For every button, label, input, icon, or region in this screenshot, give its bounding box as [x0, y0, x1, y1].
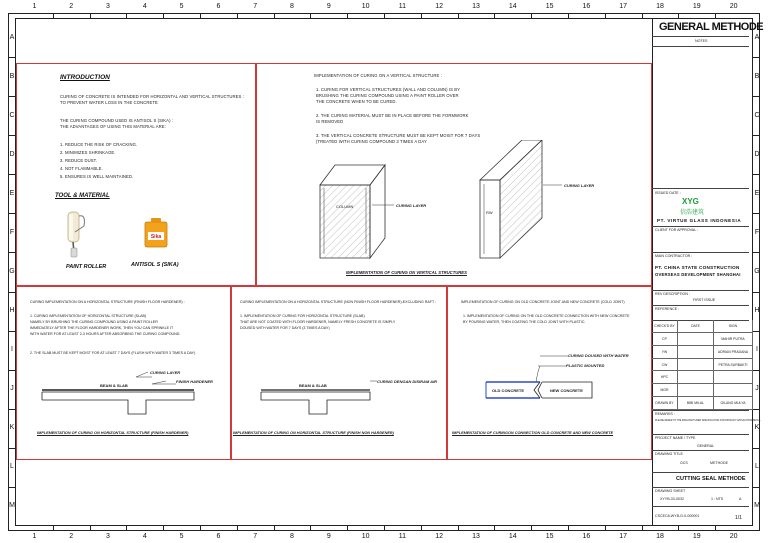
row-label: H — [754, 307, 760, 315]
column-label: 1 — [32, 3, 37, 10]
advantage-item: 4. NOT FLAMMABLE. — [60, 166, 103, 171]
revision-label: REV DESCRIPTION : — [655, 292, 690, 296]
column-label: 5 — [179, 3, 184, 10]
column-label: 6 — [216, 3, 221, 10]
joint-caption: IMPLEMENTATION OF CURINGON CONNECTION OLD CONCRETE AND NEW CONCRETE — [452, 431, 614, 435]
finish-hardener-label: FINISH HARDENER — [176, 379, 213, 384]
sheet-number: XYYB-33-0032 — [660, 497, 684, 501]
grid-cell: HPC — [652, 371, 678, 384]
intro-para2-line1: THE CURING COMPOUND USED IS ANTISOL S (SIKA) : — [60, 118, 174, 123]
grid-cell: PETRA SURBAKTI — [714, 359, 753, 372]
vertical-step1-line3: THE CONCRETE WHEN TO BE CURED. — [316, 99, 397, 104]
curing-layer-label-2: CURING LAYER — [564, 183, 595, 188]
column-label: 2 — [69, 3, 74, 10]
drawing-type-b: METHODE — [710, 461, 728, 465]
company-logo: XYG — [682, 197, 699, 206]
grid-cell: ADRIAN PRADANA — [714, 346, 753, 359]
nonhardener-step1-line2: THAT ARE NOT COATED WITH FLOOR HARDENER, NAMELY FRESH CONCRETE IS SIMPLY — [240, 320, 396, 324]
old-concrete-label: OLD CONCRETE — [492, 388, 524, 393]
joint-step1-line1: 1. IMPLEMENTATION OF CURING ON THE OLD CONCRETE CONNECTION WITH NEW CONCRETE — [463, 314, 630, 318]
row-label: A — [754, 33, 760, 41]
advantage-item: 5. ENSURES IS WELL MAINTAINED. — [60, 174, 134, 179]
nonhardener-step1-line1: 1. IMPLEMENTATION OF CURING FOR HORIZONTAL STRUCTURE (SLAB) — [240, 314, 365, 318]
column-label: 4 — [142, 533, 147, 540]
column-label: 15 — [545, 3, 554, 10]
check-grid — [652, 320, 753, 410]
plastic-label: PLASTIC MOUNTED — [566, 363, 605, 368]
antisol-bucket-image — [143, 218, 169, 248]
column-label: 19 — [692, 533, 701, 540]
column-label: 11 — [398, 533, 407, 540]
new-concrete-label: NEW CONCRETE — [550, 388, 583, 393]
row-label: H — [9, 307, 15, 315]
row-label: B — [754, 72, 760, 80]
column-label: 5 — [179, 533, 184, 540]
remarks-text: PLEASE REFER TO THE MANUFACTURER SPECIFICATION FOR PRODUCT APPLICATION DETAIL — [655, 420, 761, 422]
grid-header-cell: SIGN — [714, 320, 753, 333]
grid-cell — [678, 384, 714, 397]
contractor-label: MAIN CONTRACTOR : — [655, 254, 693, 258]
horizontal-title: CURING IMPLEMENTATION ON A HORIZONTAL STRUCTURE (FINISH FLOOR HARDENER) : — [30, 300, 185, 304]
row-label: C — [9, 111, 15, 119]
column-label: 14 — [508, 3, 517, 10]
row-label: I — [11, 346, 13, 354]
column-label: 17 — [619, 3, 628, 10]
column-label: 10 — [361, 533, 370, 540]
vertical-step3-line1: 3. THE VERTICAL CONCRETE STRUCTURE MUST BE KEPT MOIST FOR 7 DAYS — [316, 133, 481, 138]
vertical-step2-line2: IS REMOVED — [316, 119, 344, 124]
row-label: D — [754, 150, 760, 158]
grid-cell — [714, 371, 753, 384]
advantage-item: 1. REDUCE THE RISK OF CRACKING. — [60, 142, 138, 147]
vertical-caption: IMPLEMENTATION OF CURING ON VERTICAL STRUCTURES — [346, 270, 467, 275]
vertical-step2-line1: 2. THE CURING MATERIAL MUST BE IN PLACE BEFORE THE FORMWORK — [316, 113, 469, 118]
horizontal-step1-line1: 1. CURING IMPLEMENTATION OF HORIZONTAL STRUCTURE (SLAB) — [30, 314, 147, 318]
column-label: 14 — [508, 533, 517, 540]
designer-label: CLIENT FOR APPROVAL : — [655, 228, 699, 232]
row-label: E — [754, 189, 760, 197]
title-block-title: GENERAL METHODE — [659, 21, 764, 33]
curing-layer-label: CURING LAYER — [150, 370, 181, 375]
horizontal-slab-diagram — [36, 366, 226, 421]
contractor-sub: OVERSEAS DEVELOPMENT SHANGHAI — [655, 272, 741, 277]
column-label: 7 — [253, 3, 258, 10]
drawing-type-a: GCS — [680, 461, 688, 465]
advantage-item: 3. REDUCE DUST. — [60, 158, 98, 163]
column-drawing — [320, 165, 394, 258]
column-label: 10 — [361, 3, 370, 10]
column-label: 20 — [729, 533, 738, 540]
wall-drawing — [480, 140, 562, 258]
row-label: L — [10, 463, 14, 471]
grid-cell: MGR — [652, 384, 678, 397]
nonhardener-title: CURING IMPLEMENTATION ON A HORIZONTAL STRUCTURE (NON FINISH FLOOR HARDENER)-EXCLUDING RAFT : — [240, 300, 437, 304]
column-label: 16 — [582, 3, 591, 10]
column-label: 13 — [472, 533, 480, 540]
column-label: 18 — [656, 533, 664, 540]
drawing-title: CUTTING SEAL METHODE — [676, 476, 746, 482]
beam-slab-label: BEAM & SLAB — [100, 383, 128, 388]
intro-para2-line2: THE ADVANTAGES OF USING THIS MATERIAL ARE: — [60, 124, 166, 129]
vertical-step1-line2: BRUSHING THE CURING COMPOUND USING A PAINT ROLLER OVER — [316, 93, 459, 98]
wall-label: RW — [486, 210, 493, 215]
sheet-label: DRAWING SHEET — [655, 489, 686, 493]
column-label: 8 — [290, 3, 294, 10]
row-label: K — [754, 424, 760, 432]
sika-logo-text: Sika — [150, 234, 162, 240]
grid-cell — [714, 384, 753, 397]
grid-cell: BIBI MILAL — [678, 397, 714, 410]
column-label: 6 — [216, 533, 221, 540]
nonhardener-step1-line3: DOUSED WITH WATER FOR 7 DAYS (3 TIMES A DAY) — [240, 326, 330, 330]
grid-cell: DRAWN BY — [652, 397, 678, 410]
vertical-step1-line1: 1. CURING FOR VERTICAL STRUCTURES (WALL AND COLUMN) IS BY — [316, 87, 461, 92]
column-label: 2 — [69, 533, 74, 540]
intro-title: INTRODUCTION — [60, 74, 110, 81]
row-label: G — [9, 268, 15, 275]
column-label: 4 — [142, 3, 147, 10]
horizontal-step2: 2. THE SLAB MUST BE KEPT MOIST FOR AT LEAST 7 DAYS (FLUSH WITH WATER 3 TIMES A DAY) — [30, 351, 196, 355]
page-number: 1/1 — [735, 515, 742, 521]
intro-para1-line2: TO PREVENT WATER LOSS IN THE CONCRETE — [60, 100, 158, 105]
row-label: J — [10, 385, 14, 393]
revision-value: FIRST ISSUE — [693, 298, 716, 302]
row-label: D — [9, 150, 15, 158]
row-label: M — [9, 502, 15, 510]
project-value: GENERAL — [697, 444, 715, 448]
grid-cell — [678, 346, 714, 359]
grid-header-cell: DATE — [678, 320, 714, 333]
grid-cell: CW — [652, 359, 678, 372]
grid-cell: MAHIR PUTRA — [714, 333, 753, 346]
grid-cell — [678, 333, 714, 346]
project-label: PROJECT NAME / TYPE — [655, 436, 696, 440]
column-label: COLUMN — [336, 204, 354, 209]
grid-cell — [678, 359, 714, 372]
nonhardener-slab-diagram — [255, 366, 445, 421]
column-label: 11 — [398, 3, 407, 10]
remarks-label: REMARKS : — [655, 412, 675, 416]
joint-title: IMPLEMENTATION OF CURING ON OLD CONCRETE JOINT AND NEW CONCRETE (COLD JOINT) — [461, 300, 625, 304]
vertical-structure-diagram — [300, 140, 620, 265]
notes-label: NOTES — [695, 39, 708, 43]
grid-cell — [678, 371, 714, 384]
curing-layer-label-1: CURING LAYER — [396, 203, 427, 208]
column-label: 9 — [326, 533, 331, 540]
reference-label: REFERENCE : — [655, 307, 680, 311]
row-label: B — [9, 72, 15, 80]
grid-cell: YW — [652, 346, 678, 359]
horizontal-step1-line4: WITH WATER FOR AT LEAST 2-3 HOURS AFTER ABSORBING THE CURING COMPOUND. — [30, 332, 181, 336]
nonhardener-caption: IMPLEMENTATION OF CURING ON HORIZONTAL STRUCTURE (FINISH NON HARDENER) — [233, 431, 394, 435]
column-label: 12 — [435, 3, 444, 10]
tool-title: TOOL & MATERIAL — [55, 193, 110, 199]
row-label: M — [754, 502, 760, 510]
row-label: F — [9, 228, 15, 236]
scale: 1 : NTS — [711, 497, 724, 501]
owner-label: ISSUED DATE : — [655, 191, 681, 195]
column-label: 7 — [253, 533, 258, 540]
paint-roller-image — [60, 208, 100, 258]
document-code: CSCEC8-WYB-G-0-000001 — [655, 514, 700, 518]
row-label: L — [755, 463, 759, 471]
column-label: 18 — [656, 3, 664, 10]
column-label: 1 — [32, 533, 37, 540]
intro-para1-line1: CURING OF CONCRETE IS INTENDED FOR HORIZONTAL AND VERTICAL STRUCTURES : — [60, 94, 244, 99]
company-cn: 信浩建筑 — [680, 209, 705, 216]
grid-header-cell: CHECK'D BY — [652, 320, 678, 333]
column-label: 19 — [692, 3, 701, 10]
column-label: 3 — [106, 533, 110, 540]
tool-antisol-label: ANTISOL S (SIKA) — [131, 262, 179, 268]
column-label: 3 — [106, 3, 110, 10]
row-label: G — [754, 268, 760, 275]
row-label: E — [9, 189, 15, 197]
row-label: J — [755, 385, 759, 393]
row-label: F — [754, 228, 760, 236]
contractor-name: PT. CHINA STATE CONSTRUCTION — [655, 265, 740, 270]
column-label: 20 — [729, 3, 738, 10]
revision-code: A — [739, 497, 742, 501]
cold-joint-diagram — [480, 346, 650, 406]
column-label: 12 — [435, 533, 444, 540]
vertical-step3-line2: (TREATED WITH CURING COMPOUND 3 TIMES A DAY — [316, 139, 427, 144]
drawing-type-label: DRAWING TITLE — [655, 452, 683, 456]
column-label: 8 — [290, 533, 294, 540]
tool-paint-roller-label: PAINT ROLLER — [66, 264, 107, 270]
horizontal-caption: IMPLEMENTATION OF CURING ON HORIZONTAL STRUCTURE (FINISH HARDENER) — [37, 431, 189, 435]
column-label: 13 — [472, 3, 480, 10]
water-label: CURING DENGAN DISIRAM AIR — [377, 379, 438, 384]
joint-step1-line2: BY POURING WATER, THEN COATING THE COLD JOINT WITH PLASTIC. — [463, 320, 586, 324]
horizontal-step1-line2: NAMELY BY BRUSHING THE CURING COMPOUND USING A PAINT ROLLER — [30, 320, 158, 324]
vertical-title: IMPLEMENTATION OF CURING ON A VERTICAL STRUCTURE : — [314, 73, 442, 78]
company-en: PT. VIRTUE GLASS INDONESIA — [657, 218, 742, 223]
column-label: 15 — [545, 533, 554, 540]
row-label: C — [754, 111, 760, 119]
row-label: K — [9, 424, 15, 432]
column-label: 9 — [326, 3, 331, 10]
horizontal-step1-line3: IMMEDIATELY AFTER THE FLOOR HARDENER WORK, THEN YOU CAN SPRINKLE IT — [30, 326, 174, 330]
doused-label: CURING DOUSED WITH WATER — [568, 353, 629, 358]
advantage-item: 2. MINIMIZES SHRINKAGE. — [60, 150, 116, 155]
grid-cell: GILANG MULYA — [714, 397, 753, 410]
column-label: 16 — [582, 533, 591, 540]
row-label: I — [756, 346, 758, 354]
column-label: 17 — [619, 533, 628, 540]
row-label: A — [9, 33, 15, 41]
beam-slab-label: BEAM & SLAB — [299, 383, 327, 388]
grid-cell: CP — [652, 333, 678, 346]
